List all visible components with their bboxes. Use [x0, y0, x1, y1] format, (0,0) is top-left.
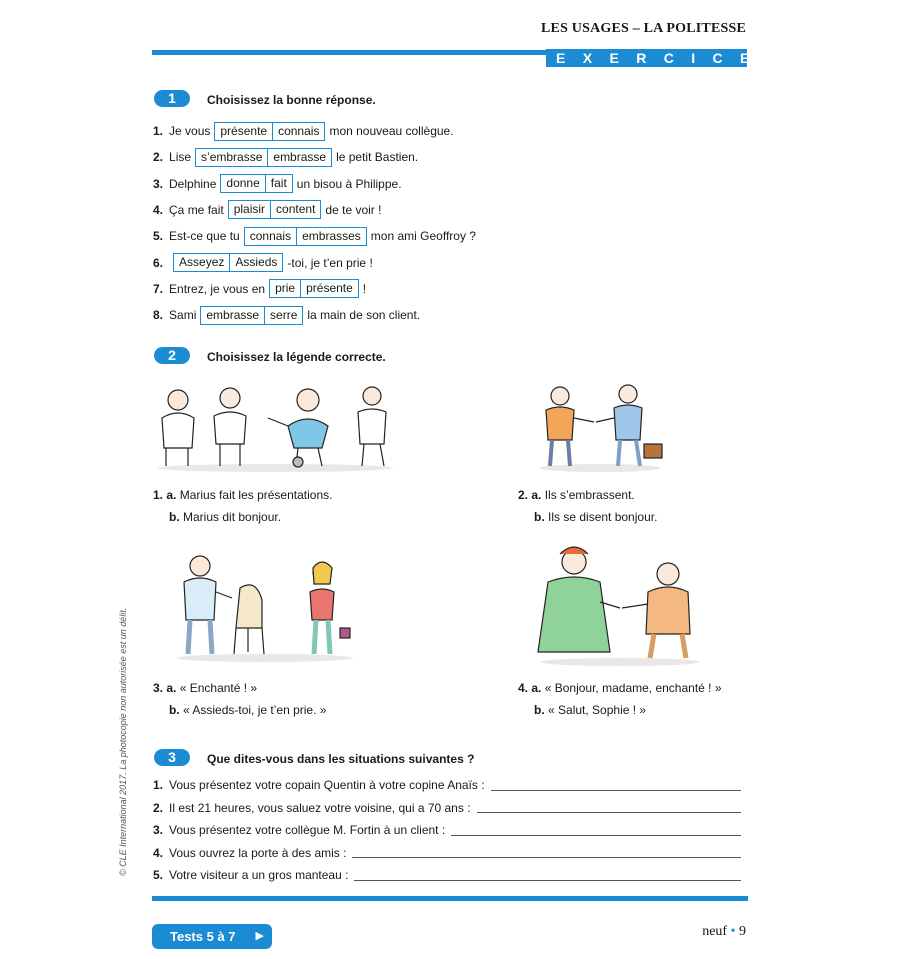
item-number: 5. [153, 229, 164, 244]
item-text-before: Delphine [169, 176, 217, 191]
copyright-notice: © CLE International 2017. La photocopie non autorisée est un délit. [118, 607, 128, 876]
illustration-handshake [530, 378, 670, 473]
item-number: 2. [153, 800, 164, 815]
item-prompt: Votre visiteur a un gros manteau : [169, 868, 349, 883]
caption-1 [153, 484, 332, 528]
item-text-after: un bisou à Philippe. [296, 176, 402, 191]
choice-option[interactable]: embrasses [296, 228, 366, 245]
item-prompt: Vous présentez votre copain Quentin à votre copine Anaïs : [169, 778, 485, 792]
item-text-before: Ça me fait [169, 202, 224, 217]
item-number: 2. [153, 150, 164, 165]
exercise-3-badge: 3 [154, 749, 190, 766]
item-text-after: la main de son client. [307, 308, 421, 323]
exercise-2-title: Choisissez la légende correcte. [207, 350, 386, 364]
item-prompt: Il est 21 heures, vous saluez votre voisine, qui a 70 ans : [169, 800, 471, 815]
choice-option[interactable]: donne [226, 176, 260, 191]
caption-4-number: 4. [518, 681, 529, 695]
choice-box [244, 227, 367, 246]
caption-4-b-label: b. [534, 703, 545, 717]
caption-2-number: 2. [518, 488, 529, 502]
exercise-1-item [153, 200, 381, 220]
choice-box [220, 174, 292, 193]
caption-4 [518, 677, 722, 721]
play-arrow-icon: ▶ [255, 930, 264, 942]
item-text-after: le petit Bastien. [336, 150, 419, 165]
answer-line[interactable] [477, 802, 741, 813]
choice-option[interactable]: présente [220, 123, 268, 138]
exercise-1-item [153, 279, 366, 299]
answer-line[interactable] [491, 780, 741, 791]
choice-option[interactable]: embrasse [267, 149, 331, 166]
item-number: 4. [153, 202, 164, 217]
page-number-digit: 9 [739, 924, 746, 939]
item-number: 6. [153, 255, 164, 270]
choice-option[interactable]: plaisir [233, 202, 266, 217]
choice-option[interactable]: content [270, 201, 320, 218]
choice-box [200, 306, 303, 325]
caption-4-a-label: a. [531, 681, 542, 695]
choice-option[interactable]: fait [265, 175, 292, 192]
tests-button-label: Tests 5 à 7 [170, 929, 236, 944]
page-number [702, 924, 746, 940]
caption-4-a: « Bonjour, madame, enchanté ! » [544, 681, 722, 695]
exercise-1-item [153, 174, 402, 194]
header-rule [152, 50, 546, 55]
item-text-before: Lise [169, 150, 192, 165]
exercise-1-item [153, 226, 476, 246]
caption-3 [153, 677, 326, 721]
item-prompt: Vous présentez votre collègue M. Fortin à un client : [169, 823, 446, 838]
caption-2 [518, 484, 657, 528]
caption-1-number: 1. [153, 488, 164, 502]
exercise-1-badge: 1 [154, 90, 190, 107]
item-text-after: ! [362, 281, 367, 296]
exercise-1-title: Choisissez la bonne réponse. [207, 93, 376, 107]
caption-3-a-label: a. [166, 681, 177, 695]
item-text-after: -toi, je t’en prie ! [287, 255, 373, 270]
choice-option[interactable]: embrasse [206, 307, 260, 322]
caption-1-a-label: a. [166, 488, 177, 502]
exercise-3-item [153, 775, 741, 795]
choice-box [195, 148, 332, 167]
choice-option[interactable]: connais [249, 228, 292, 243]
caption-3-number: 3. [153, 681, 164, 695]
running-header: LES USAGES – LA POLITESSE [541, 21, 746, 36]
choice-option[interactable]: présente [300, 280, 358, 297]
exercise-2-badge: 2 [154, 347, 190, 364]
item-text-after: mon ami Geoffroy ? [370, 229, 476, 244]
item-number: 3. [153, 823, 164, 838]
illustration-lady-gentleman [530, 542, 710, 667]
exercise-3-item [153, 820, 741, 840]
bullet-dot-icon: • [730, 924, 736, 939]
caption-2-b-label: b. [534, 510, 545, 524]
choice-box [228, 200, 322, 219]
item-prompt: Vous ouvrez la porte à des amis : [169, 845, 347, 860]
exercise-1-item [153, 305, 420, 325]
exercise-3-item [153, 798, 741, 818]
choice-box [214, 122, 325, 141]
item-text-after: mon nouveau collègue. [329, 124, 454, 138]
exercise-1-item [153, 121, 454, 141]
item-text-before: Sami [169, 308, 197, 323]
caption-1-b-label: b. [169, 510, 180, 524]
choice-option[interactable]: s’embrasse [201, 149, 263, 164]
tests-button[interactable] [152, 924, 272, 949]
choice-option[interactable]: Assieds [229, 254, 282, 271]
item-text-before: Est-ce que tu [169, 229, 240, 244]
choice-option[interactable]: prie [275, 281, 296, 296]
item-number: 8. [153, 308, 164, 323]
illustration-chair-scene [170, 548, 360, 663]
caption-3-b: « Assieds-toi, je t’en prie. » [183, 703, 327, 717]
choice-option[interactable]: Asseyez [179, 255, 225, 269]
item-number: 5. [153, 868, 164, 883]
section-banner: EXERCICES [546, 49, 747, 67]
choice-option[interactable]: connais [272, 123, 324, 140]
illustration-men-greeting [150, 378, 400, 473]
caption-3-a: « Enchanté ! » [179, 681, 258, 695]
exercise-3-item [153, 865, 741, 885]
exercise-1-item [153, 147, 418, 167]
exercise-1-item [153, 253, 373, 273]
item-number: 1. [153, 778, 164, 792]
item-text-after: de te voir ! [325, 202, 382, 217]
answer-line[interactable] [451, 825, 741, 836]
caption-2-b: Ils se disent bonjour. [548, 510, 658, 524]
answer-line[interactable] [352, 847, 741, 858]
caption-3-b-label: b. [169, 703, 180, 717]
exercise-3-item [153, 843, 741, 863]
caption-2-a: Ils s’embrassent. [544, 488, 635, 502]
item-number: 3. [153, 176, 164, 191]
caption-2-a-label: a. [531, 488, 542, 502]
page-word: neuf [702, 924, 728, 939]
item-number: 4. [153, 845, 164, 860]
caption-1-b: Marius dit bonjour. [183, 510, 282, 524]
answer-line[interactable] [354, 870, 741, 881]
choice-box [269, 279, 359, 298]
choice-option[interactable]: serre [264, 307, 302, 324]
caption-1-a: Marius fait les présentations. [179, 488, 333, 502]
caption-4-b: « Salut, Sophie ! » [548, 703, 647, 717]
item-text-before: Entrez, je vous en [169, 281, 266, 296]
item-text-before: Je vous [169, 124, 211, 138]
choice-box [173, 253, 283, 272]
item-number: 7. [153, 281, 164, 296]
footer-rule [152, 896, 748, 901]
exercise-3-title: Que dites-vous dans les situations suivantes ? [207, 752, 475, 766]
item-number: 1. [153, 124, 164, 138]
